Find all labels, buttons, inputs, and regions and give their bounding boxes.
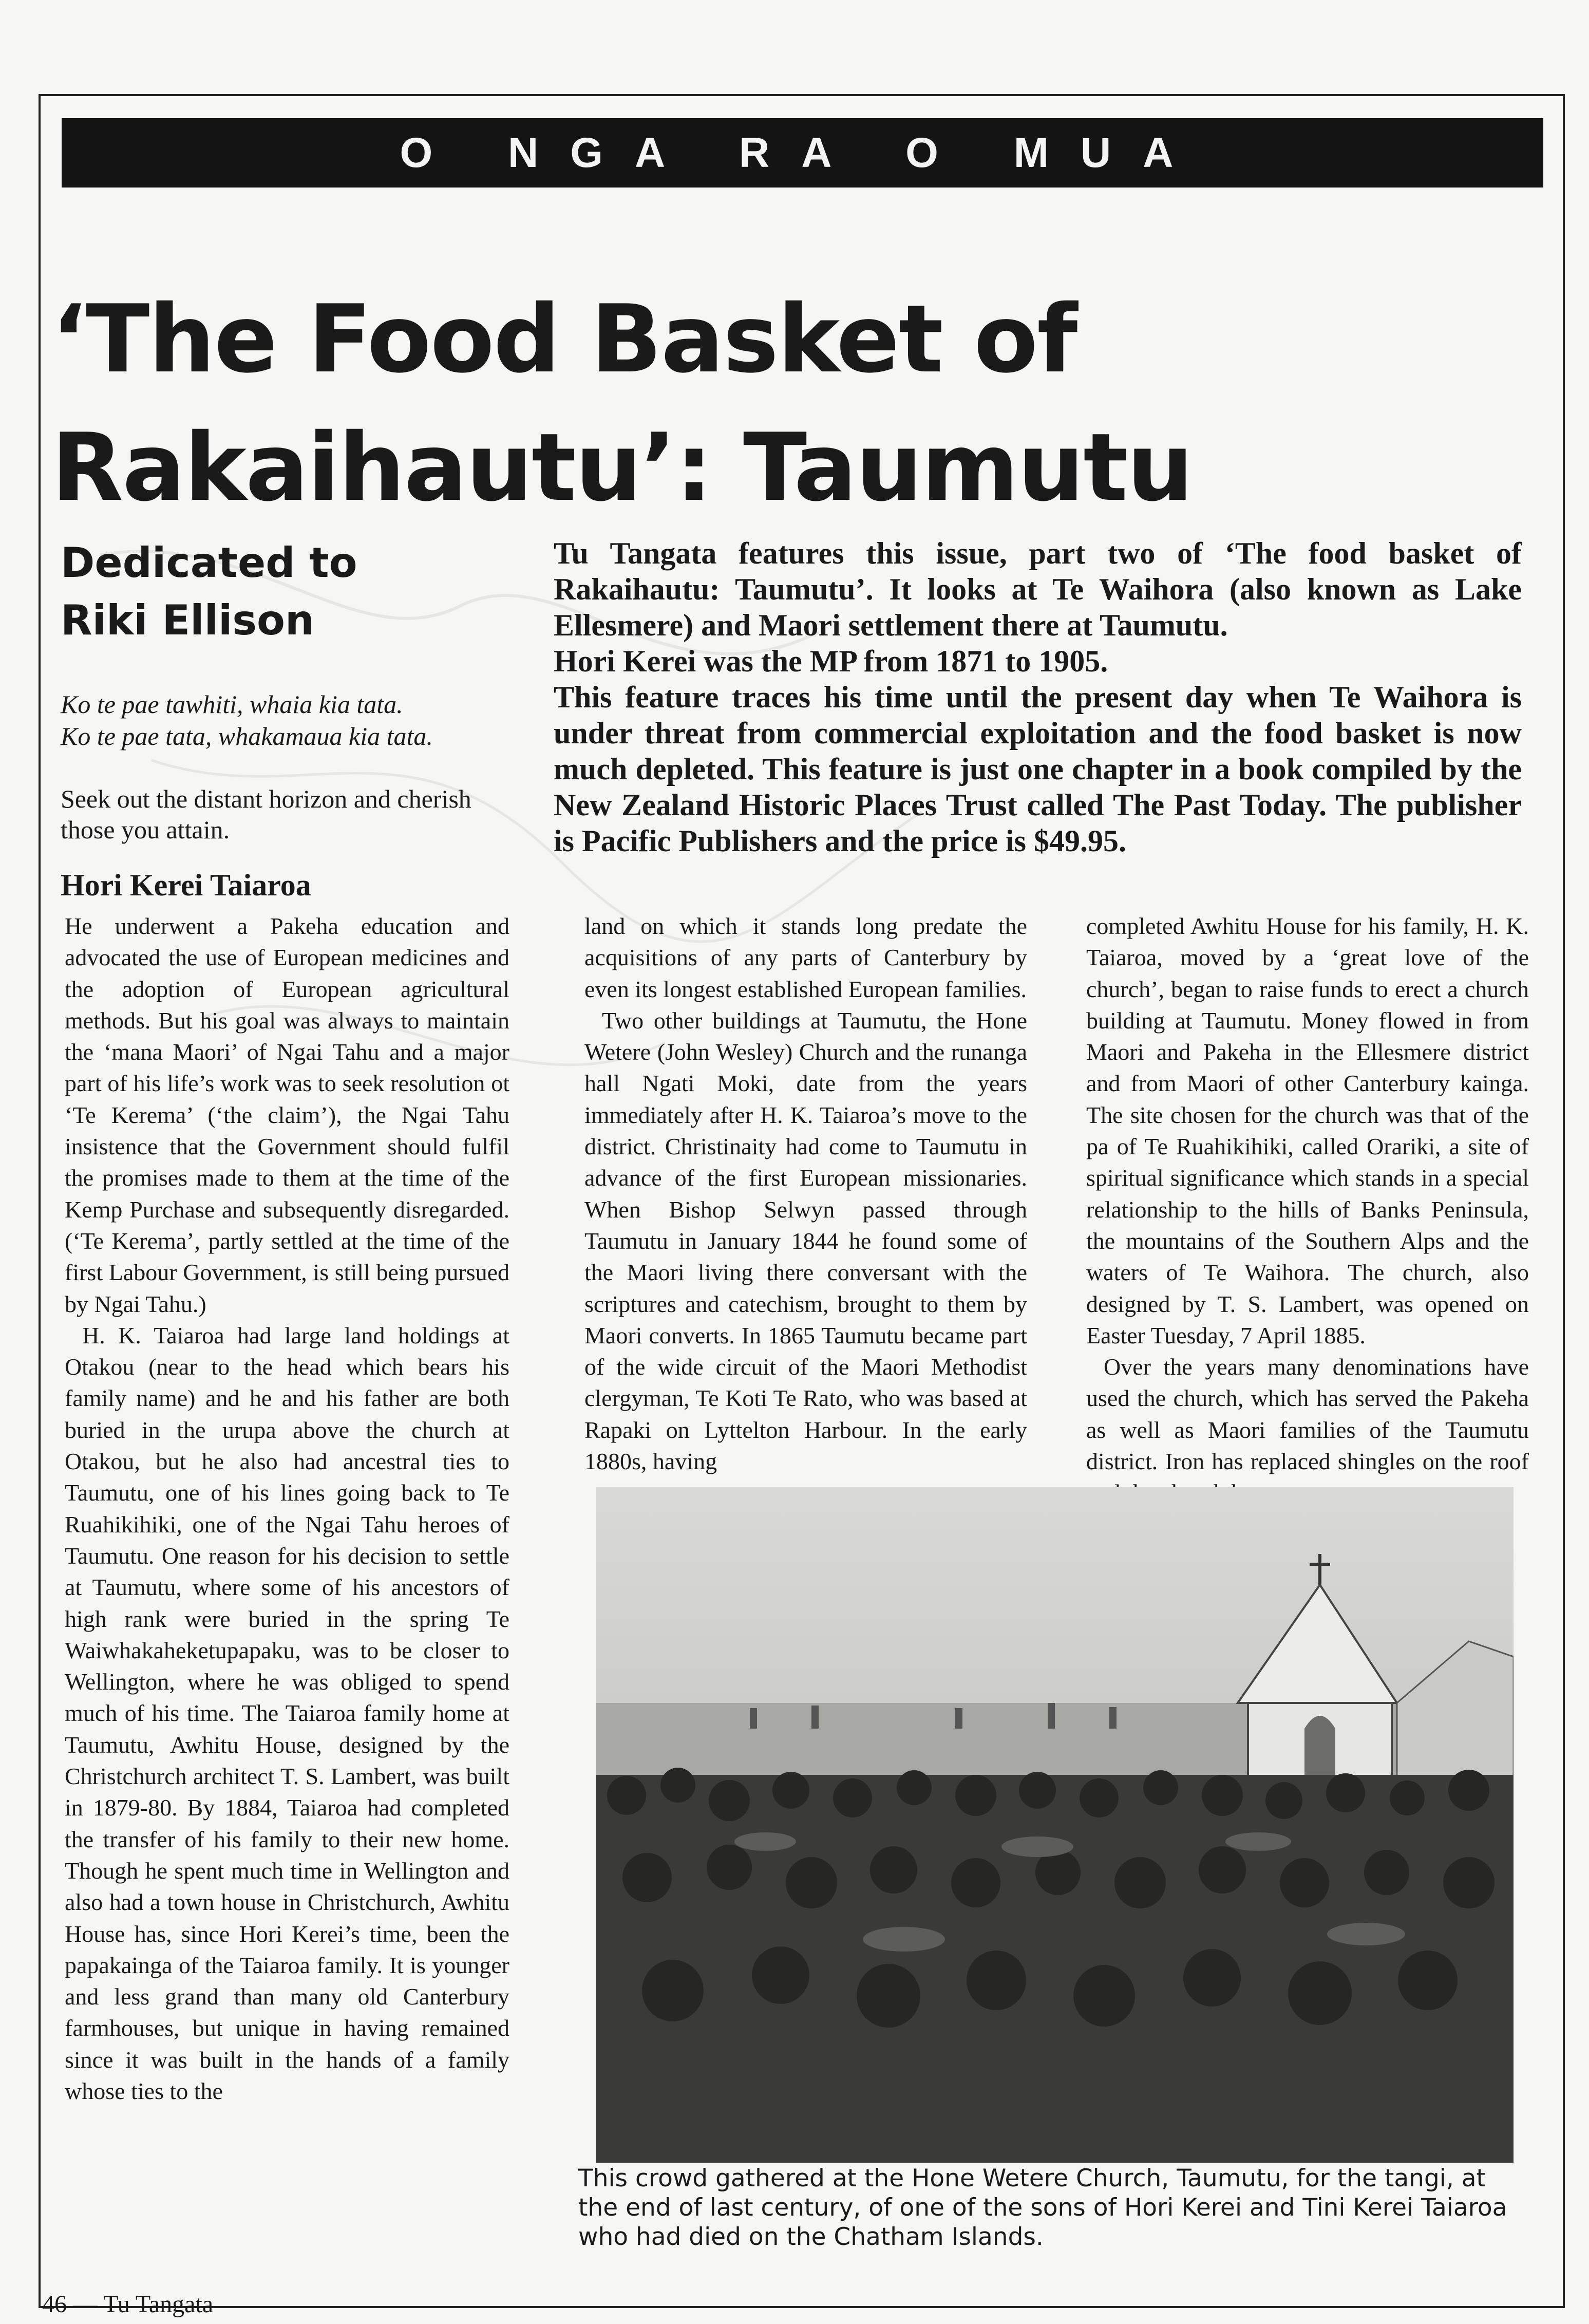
intro-paragraph: Hori Kerei was the MP from 1871 to 1905. bbox=[554, 644, 1108, 678]
section-banner: O NGA RA O MUA bbox=[62, 118, 1543, 188]
body-paragraph: land on which it stands long predate the acquisitions of any parts of Canterbury by even its longest established European families. bbox=[584, 913, 1027, 1002]
title-line-2: Rakaihautu’: Taumutu bbox=[51, 413, 1193, 522]
dedication-line-1: Dedicated to bbox=[61, 539, 357, 587]
proverb-translation: Seek out the distant horizon and cherish those you attain. bbox=[61, 784, 471, 844]
body-paragraph: H. K. Taiaroa had large land holdings at Otakou (near to the head which bears his family name) and he and his father are both buried in the urupa above the church at Otakou, but he also had ancestral ties to Taumutu, one of his lines going back to Te Ruahikihiki, one of the Ngai Tahu heroes of Taumutu. One reason for his decision to settle at Taumutu, where some of his ancestors of high rank were buried in the spring Te Waiwhakaheketupapaku, was to be closer to Wellington, where he was obliged to spend much of his time. The Taiaroa family home at Taumutu, Awhitu House, designed by the Christchurch architect T. S. Lambert, was built in 1879-80. By 1884, Taiaroa had completed the transfer of his family to their new home. Though he spent much time in Wellington and also had a town house in Christchurch, Awhitu House has, since Hori Kerei’s time, been the papakainga of the Taiaroa family. It is younger and less grand than many old Canterbury farmhouses, but unique in having remained since it was built in the hands of a family whose ties to the bbox=[65, 1322, 509, 2104]
intro-standfirst bbox=[554, 535, 1522, 859]
proverb-line-2: Ko te pae tata, whakamaua kia tata. bbox=[61, 722, 433, 751]
historic-crowd-photo bbox=[596, 1487, 1514, 2163]
body-paragraph: Over the years many denominations have used the church, which has served the Pakeha as well as Maori families of the Taumutu district. Iron has replaced shingles on the roof bbox=[1086, 1354, 1529, 1475]
intro-paragraph: This feature traces his time until the present day when Te Waihora is under threat from commercial exploitation and the food basket is now much depleted. This feature is just one chapter in a book compiled by the New Zealand Historic Places Trust called The Past Today. The publisher is Pacific Publishers and the price is $49.95. bbox=[554, 680, 1522, 858]
photo-caption: This crowd gathered at the Hone Wetere Church, Taumutu, for the tangi, at the end of last century, of one of the sons of Hori Kerei and Tini Kerei Taiaroa who had died on the Chatham Islands. bbox=[578, 2164, 1507, 2251]
body-paragraph: Two other buildings at Taumutu, the Hone Wetere (John Wesley) Church and the runanga hall Ngati Moki, date from the years immediately after H. K. Taiaroa’s move to the district. Christinaity had come to Taumutu in advance of the first European missionaries. When Bishop Selwyn passed through Taumutu in January 1844 he found some of the Maori living there conversant with the scriptures and catechism, brought to them by Maori converts. In 1865 Taumutu became part of the wide circuit of the Maori Methodist clergyman, Te Koti Te Rato, who was based at Rapaki on Lyttelton Harbour. In the early 1880s, having bbox=[584, 1007, 1027, 1475]
body-column-3 bbox=[1086, 910, 1529, 1509]
body-paragraph: He underwent a Pakeha education and advocated the use of European medicines and the adoption of European agricultural methods. But his goal was always to maintain the ‘mana Maori’ of Ngai Tahu and a major part of his life’s work was to seek resolution ot ‘Te Kerema’ (‘the claim’), the Ngai Tahu insistence that the Government should fulfil the promises made to them at the time of the Kemp Purchase and subsequently disregarded. (‘Te Kerema’, partly settled at the time of the first Labour Government, is still being pursued by Ngai Tahu.) bbox=[65, 913, 509, 1317]
title-line-1: ‘The Food Basket of bbox=[51, 285, 1077, 393]
maori-proverb bbox=[61, 688, 533, 752]
photo-illustration bbox=[596, 1487, 1514, 2163]
body-column-1 bbox=[65, 910, 509, 2107]
proverb-line-1: Ko te pae tawhiti, whaia kia tata. bbox=[61, 690, 403, 719]
dedication-line-2: Riki Ellison bbox=[61, 596, 314, 644]
intro-paragraph: Tu Tangata features this issue, part two of ‘The food basket of Rakaihautu: Taumutu’. It looks at Te Waihora (also known as Lake Ellesmere) and Maori settlement there at Taumutu. bbox=[554, 536, 1522, 642]
page-footer: 46 — Tu Tangata bbox=[42, 2291, 214, 2318]
body-column-2 bbox=[584, 910, 1027, 1477]
body-paragraph: completed Awhitu House for his family, H. K. Taiaroa, moved by a ‘great love of the church’, began to raise funds to erect a church building at Taumutu. Money flowed in from Maori and Pakeha in the Ellesmere district and from Maori of other Canterbury kainga. The site chosen for the church was that of the pa of Te Ruahikihiki, called Orariki, a site of spiritual significance which stands in a special relationship to the hills of Banks Peninsula, the mountains of the Southern Alps and the waters of Te Waihora. The church, also designed by T. S. Lambert, was opened on Easter Tuesday, 7 April 1885. bbox=[1086, 913, 1529, 1348]
section-subheading: Hori Kerei Taiaroa bbox=[61, 868, 311, 902]
dedication bbox=[61, 534, 379, 649]
article-title bbox=[51, 275, 1438, 532]
